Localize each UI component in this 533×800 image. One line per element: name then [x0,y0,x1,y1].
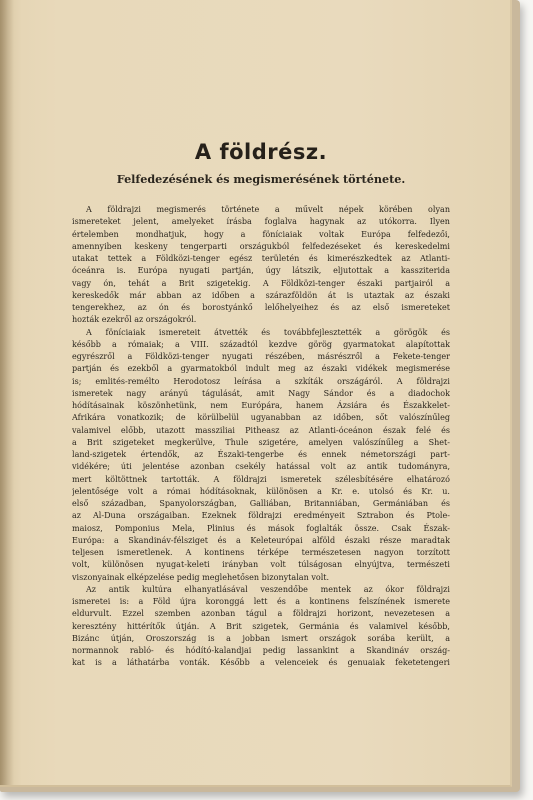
text-line: maiosz, Pomponius Mela, Plinius és mások foglalták össze. Csak Észak- [72,523,450,533]
text-line: értelemben mondhatjuk, hogy a föníciaiak voltak Európa felfedezői, [72,229,450,239]
text-line: valamivel előbb, utazott massziliai Pitheasz az Atlanti-óceánon észak felé és [72,425,450,435]
text-line: partján és ezekből a gyarmatokból indult meg az északi vidékek megismerése [72,364,450,374]
text-line: a Brit szigeteket megkerülve, Thule szigetére, amelyen valószínűleg a Shet- [72,437,450,447]
text-line: Afrikára vonatkozik; de körülbelül ugyanabban az időben, sőt valószínűleg [72,413,450,423]
text-line: ismereteket jelent, amelyeket írásba foglalva hagynak az utókorra. Ilyen [72,217,450,227]
text-line: keresztény hittérítők útján. A Brit szigetek, Germánia és valamivel később, [72,621,450,631]
text-line: amennyiben keskeny tengerparti országukból felfedezéseket és kereskedelmi [72,241,450,251]
text-line: A föníciaiak ismereteit átvették és továbbfejlesztették a görögök és [86,327,450,337]
text-line: Az antik kultúra elhanyatlásával veszendőbe mentek az ókor földrajzi [86,584,450,594]
text-line: eldurvult. Ezzel szemben azonban tágul a földrajzi horizont, nevezetesen a [72,609,450,619]
page-text-block [72,140,450,670]
text-line: egyrészről a Földközi-tenger nyugati részében, másrészről a Fekete-tenger [72,352,450,361]
text-line: hozták ezekről az országokról. [72,315,197,325]
text-line: volt, különösen nyugat-keleti irányban volt túlságosan elnyújtva, természeti [72,560,450,570]
text-line: ismeretek nagy arányú tágulását, amit Nagy Sándor és a diadochok [72,388,450,398]
chapter-title: A földrész. [194,140,328,164]
page-gutter-shadow [0,0,14,785]
body-text [72,204,450,670]
text-line: A földrajzi megismerés története a művelt népek körében olyan [86,205,450,214]
text-line: land-szigetek értendők, az Északi-tengerbe és ennek németországi part- [72,450,450,459]
text-line: óceánra is. Európa nyugati partján, úgy látszik, eljutottak a kassziterida [72,266,450,276]
text-line: tengerekhez, az ón és borostyánkő lelőhelyeihez és az első ismereteket [72,303,450,312]
chapter-subtitle: Felfedezésének és megismerésének története. [116,172,406,186]
text-line: Bizánc útján, Oroszország is a jobban ismert országok sorába került, a [72,633,450,643]
text-line: ismeretei is: a Föld újra koronggá lett és a kontinens felszínének ismerete [72,597,450,606]
text-line: vagy ón, tehát a Brit szigetekig. A Földközi-tenger északi partjairól a [72,278,450,288]
text-line: vidékére; úti jelentése azonban csekély hatással volt az antik tudományra, [72,462,450,472]
text-line: kat is a láthatárba vonták. Később a velenceiek és genuaiak feketetengeri [72,658,450,668]
text-line: utakat tettek a Földközi-tenger egész területén és kimerészkedtek az Atlanti- [72,254,450,263]
text-line: mert költöttnek tartották. A földrajzi ismeretek szélesbítésére elhatározó [72,474,450,484]
text-line: is; emlités-remélto Herodotosz leírása a szkíták országáról. A földrajzi [72,376,450,386]
text-line: az Al-Duna országaiban. Ezeknek földrajzi eredményeit Sztrabon és Ptole- [72,511,450,521]
text-line: normannok rabló- és hódító-kalandjai pedig lassankint a Skandináv ország- [72,646,450,655]
text-line: teljesen ismeretlenek. A kontinens térképe természetesen nagyon torzított [72,548,450,557]
text-line: később a rómaiak; a VIII. századtól kezdve görög gyarmatokat alapítottak [72,339,450,349]
text-line: első században, Spanyolországban, Galliában, Britanniában, Germániában és [72,499,450,508]
text-line: kereskedők már abban az időben a szárazföldön át is utaztak az északi [72,290,450,300]
text-line: hódításainak köszönhetünk, nem Európára, hanem Ázsiára és Északkelet- [72,401,450,410]
text-line: Európa: a Skandináv-félsziget és a Keleteurópai alföld északi része maradtak [72,535,450,545]
text-line: jelentősége volt a római hódításoknak, különösen a Kr. e. utolsó és Kr. u. [72,486,450,496]
text-line: viszonyainak elképzelése pedig meglehetősen bizonytalan volt. [72,572,330,582]
